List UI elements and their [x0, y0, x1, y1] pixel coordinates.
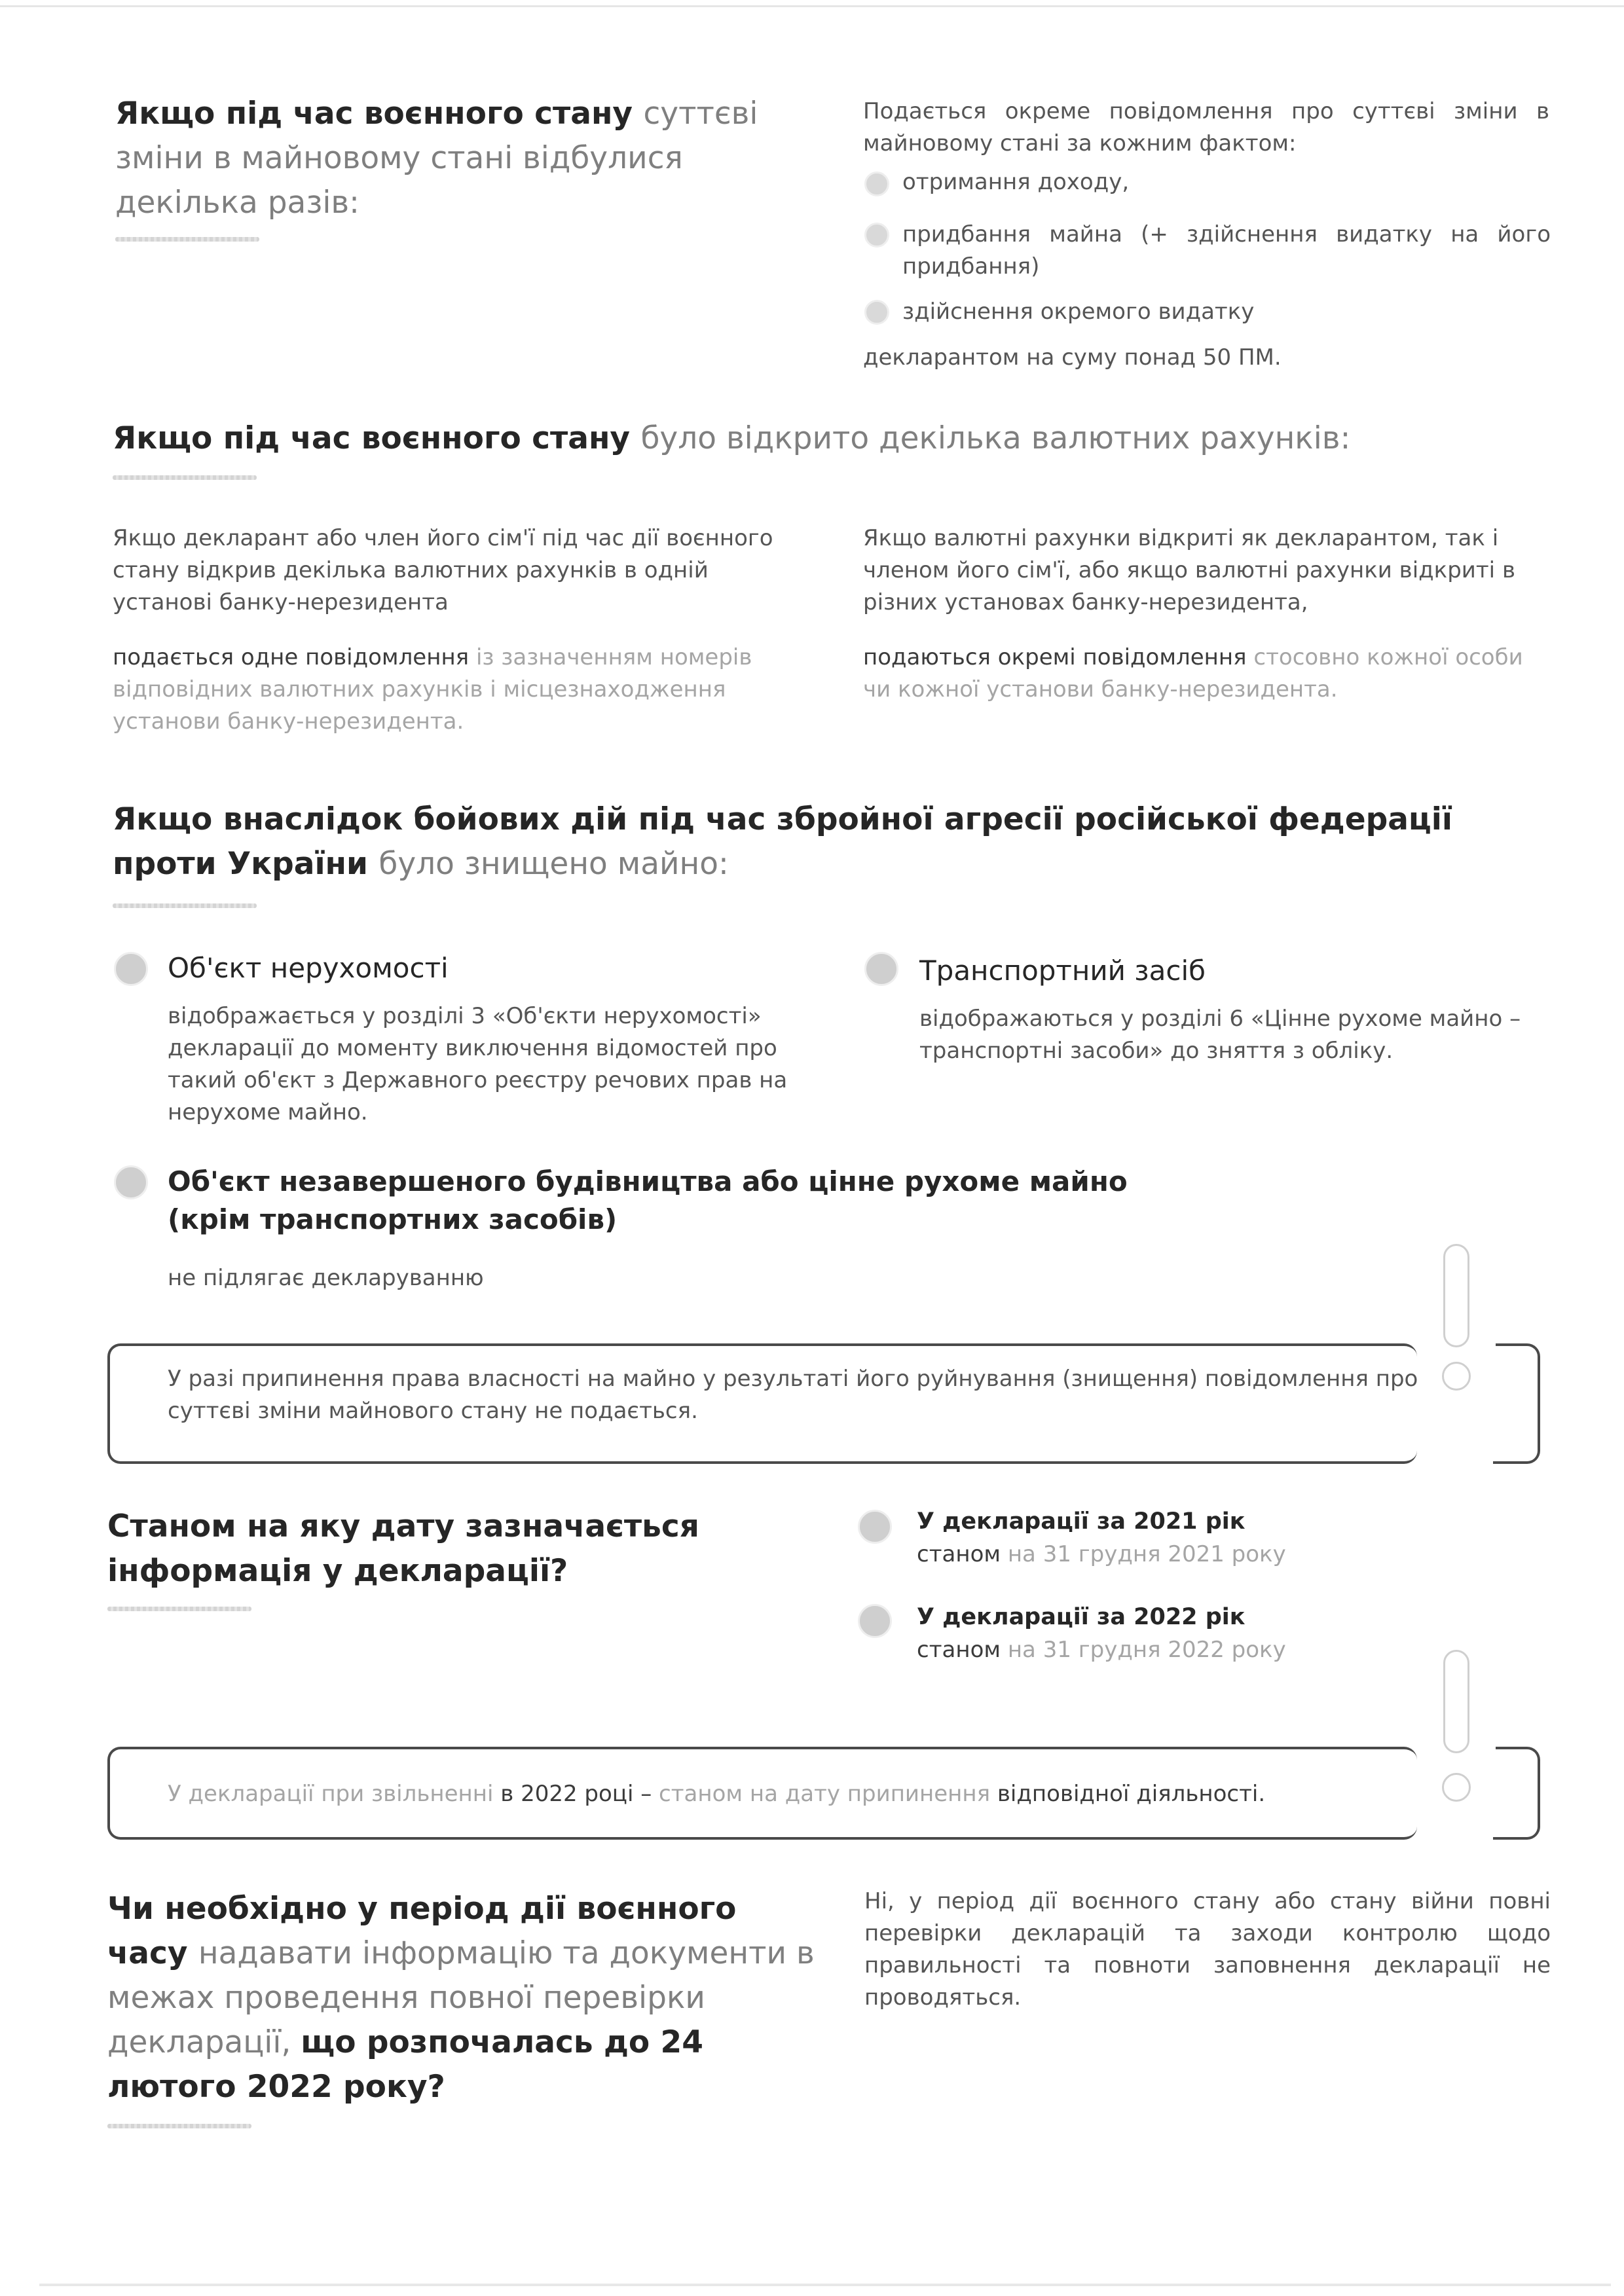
s1-heading-part: Якщо під час воєнного стану [115, 96, 644, 132]
exclamation-dot-icon [1442, 1362, 1471, 1391]
s4-note-c: – [633, 1781, 659, 1807]
s2-left-condition: Якщо декларант або член його сім'ї під час дії воєнного стану відкрив декілька валютних рахунків в одній установі банку-нерезидента [113, 525, 773, 615]
s4-2022-title: У декларації за 2022 рік [917, 1604, 1246, 1630]
scan-edge-top [0, 5, 1624, 7]
exclamation-icon [1443, 1244, 1469, 1347]
bullet-icon [864, 172, 889, 196]
s4-2021-title: У декларації за 2021 рік [917, 1508, 1246, 1535]
s3-heading-underline [113, 903, 257, 908]
s2-left-result-detail: із зазначенням номерів відповідних валютних рахунків і місцезнаходження установи банку-нерезидента. [113, 644, 752, 735]
s2-left-result [113, 642, 794, 738]
note-box-frame-right [1493, 1343, 1540, 1464]
s5-answer: Ні, у період дії воєнного стану або стану війни повні перевірки декларацій та заходи контролю щодо правильності та повноти заповнення декларації не проводяться. [864, 1888, 1551, 2011]
s4-2021-text-a: станом [917, 1541, 1008, 1567]
bullet-icon [858, 1604, 892, 1638]
s5-heading-highlight: надавати інформацію та документи в межах проведення повної перевірки декларації, [107, 1935, 815, 2060]
s1-heading [115, 92, 809, 225]
s4-note-text [168, 1778, 1412, 1810]
bullet-icon [114, 1165, 148, 1199]
s3-vehicle-title: Транспортний засіб [919, 955, 1206, 987]
exclamation-dot-icon [1442, 1773, 1471, 1802]
s2-right-condition: Якщо валютні рахунки відкриті як декларантом, так і членом його сім'ї, або якщо валютні рахунки відкриті в різних установах банку-нерезидента, [863, 525, 1515, 615]
s2-heading-underline [113, 475, 257, 480]
s3-heading-highlight: було знищено майно: [378, 846, 729, 882]
s5-heading-part-a: Чи необхідно у період дії воєнного часу [107, 1891, 737, 1971]
s4-note-a: У декларації при звільненні [168, 1781, 501, 1807]
note-box-frame-right [1493, 1747, 1540, 1840]
s1-item-2: придбання майна (+ здійснення видатку на його придбання) [902, 221, 1551, 280]
s3-note-text: У разі припинення права власності на майно у результаті його руйнування (знищення) повідомлення про суттєві зміни майнового стану не подається. [168, 1366, 1418, 1424]
s4-2022-text-b: на 31 грудня 2022 року [1007, 1637, 1286, 1663]
s3-unfinished-title: Об'єкт незавершеного будівництва або цінне рухоме майно (крім транспортних засобів) [168, 1165, 1128, 1235]
s4-heading-underline [107, 1607, 251, 1611]
s1-intro: Подається окреме повідомлення про суттєві зміни в майновому стані за кожним фактом: [863, 98, 1549, 156]
s2-left-result-main: подається одне повідомлення [113, 644, 476, 670]
s2-right-result-detail: стосовно кожної особи чи кожної установи банку-нерезидента. [863, 644, 1523, 702]
s3-heading-part: Якщо внаслідок бойових дій під час збройної агресії російської федерації проти України [113, 801, 1452, 882]
s4-note-d: станом на дату припинення [659, 1781, 997, 1807]
s4-2022-text [917, 1634, 1506, 1666]
s1-item-3: здійснення окремого видатку [902, 299, 1255, 325]
s4-2022-text-a: станом [917, 1637, 1008, 1663]
s2-right-result [863, 642, 1551, 706]
s1-item-1: отримання доходу, [902, 169, 1130, 195]
s3-vehicle-text: відображаються у розділі 6 «Цінне рухоме майно – транспортні засоби» до зняття з обліку. [919, 1006, 1521, 1064]
s2-heading-part: Якщо під час воєнного стану [113, 420, 641, 456]
s4-2021-text-b: на 31 грудня 2021 року [1007, 1541, 1286, 1567]
s5-heading-part-c: що розпочалась до 24 лютого 2022 року? [107, 2024, 703, 2105]
s5-heading [107, 1887, 815, 2109]
s4-note-e: відповідної діяльності. [997, 1781, 1266, 1807]
s4-heading: Станом на яку дату зазначається інформація у декларації? [107, 1508, 699, 1589]
bullet-icon [864, 952, 898, 986]
s2-right-result-main: подаються окремі повідомлення [863, 644, 1254, 670]
s2-heading [113, 416, 1553, 461]
s3-unfinished-text: не підлягає декларуванню [168, 1265, 484, 1291]
s3-realty-text: відображається у розділі 3 «Об'єкти нерухомості» декларації до моменту виключення відомостей про такий об'єкт з Державного реєстру речових прав на нерухоме майно. [168, 1003, 788, 1125]
bullet-icon [864, 300, 889, 325]
exclamation-icon [1443, 1650, 1469, 1753]
s4-2021-text [917, 1539, 1506, 1571]
s1-heading-highlight: суттєві зміни в майновому стані відбулися декілька разів: [115, 96, 758, 221]
s1-outro: декларантом на суму понад 50 ПМ. [863, 344, 1282, 371]
s3-heading [113, 797, 1566, 886]
s4-note-b: в 2022 році [500, 1781, 634, 1807]
bullet-icon [858, 1510, 892, 1544]
s3-realty-title: Об'єкт нерухомості [168, 952, 449, 984]
s1-heading-underline [115, 237, 259, 242]
bullet-icon [864, 223, 889, 247]
s5-heading-underline [107, 2124, 251, 2128]
scan-edge-bottom [39, 2284, 1611, 2286]
bullet-icon [114, 952, 148, 986]
s2-heading-highlight: було відкрито декілька валютних рахунків: [640, 420, 1351, 456]
